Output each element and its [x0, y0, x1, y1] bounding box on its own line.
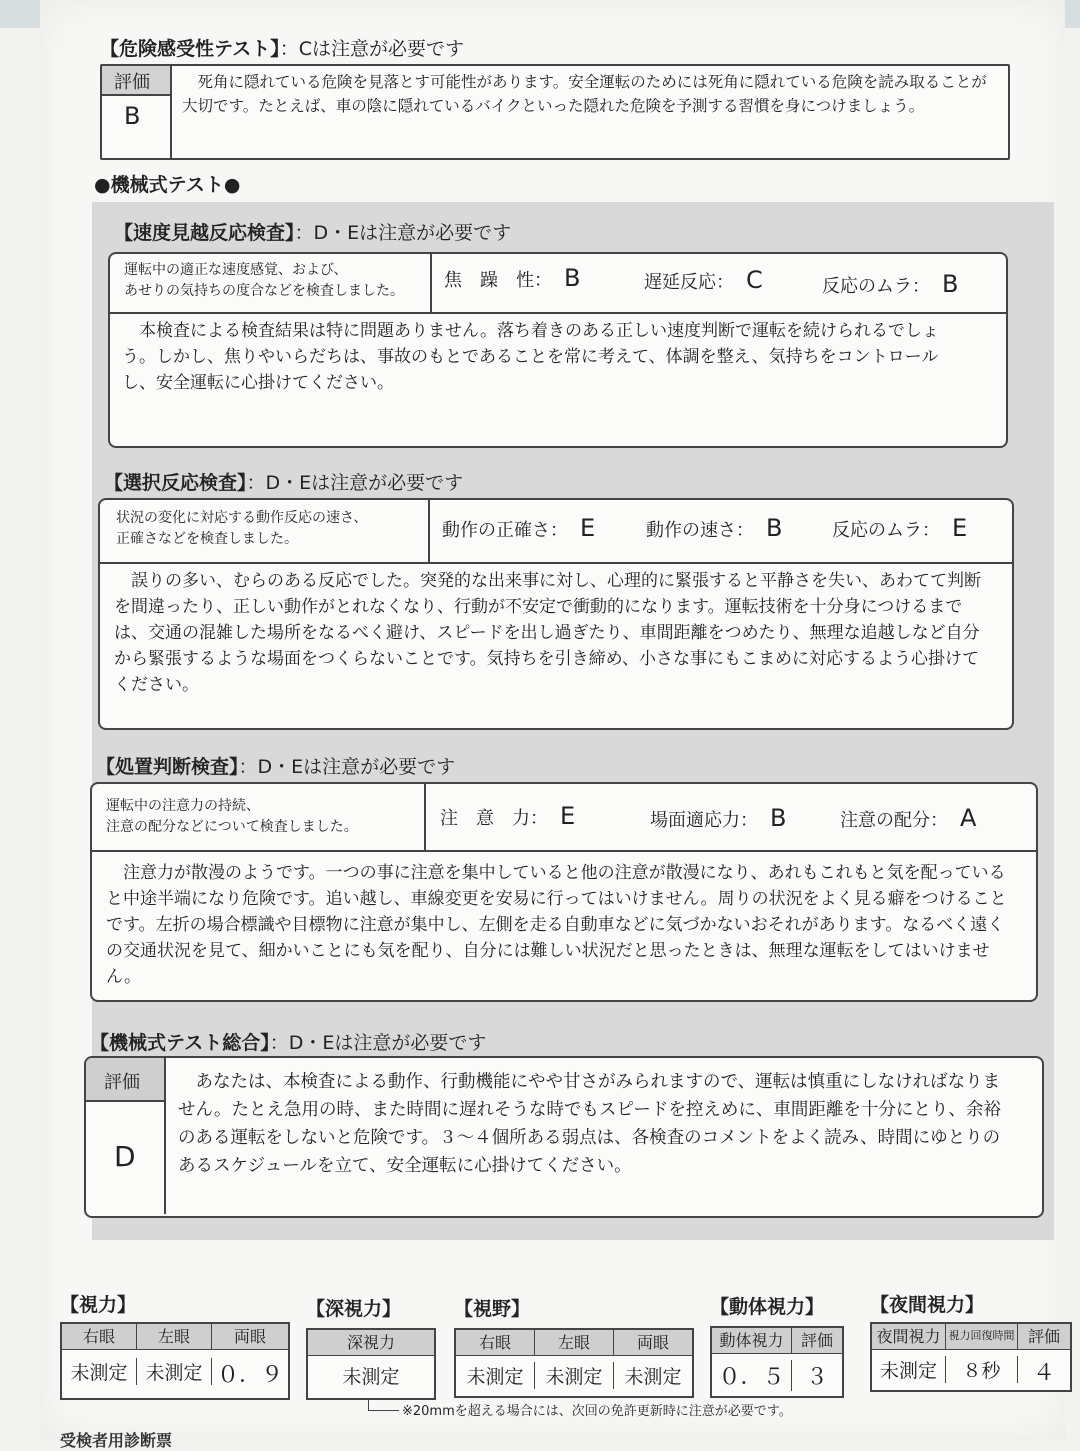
judgment-metric-1: 注 意 力： E	[440, 802, 576, 830]
hazard-heading: 【危険感受性テスト】：Cは注意が必要です	[100, 38, 465, 60]
vision-title: 【視力】	[60, 1294, 137, 1316]
field-h-both: 両眼	[614, 1330, 692, 1356]
choice-metric-2: 動作の速さ： B	[646, 514, 783, 542]
night-v-grade: ４	[1032, 1361, 1055, 1386]
field-v-both: 未測定	[624, 1366, 682, 1388]
mechanical-title: ●機械式テスト●	[94, 174, 241, 196]
speed-text: 本検査による検査結果は特に問題ありません。落ち着きのある正しい速度判断で運転を続けられるでしょう。しかし、焦りやいらだちは、事故のもとであることを常に考えて、体調を整え、気持ちをコントロールし、安全運転に心掛けてください。	[122, 321, 939, 393]
dynamic-h-grade: 評価	[792, 1328, 842, 1354]
overall-grade: D	[114, 1140, 136, 1173]
judgment-desc: 運転中の注意力の持続、 注意の配分などについて検査しました。	[106, 798, 358, 835]
depth-table	[306, 1328, 436, 1400]
choice-heading: 【選択反応検査】：D・Eは注意が必要です	[104, 472, 464, 494]
night-h-grade: 評価	[1018, 1324, 1070, 1350]
depth-connector	[368, 1398, 399, 1411]
vision-v-left: 未測定	[137, 1358, 212, 1385]
field-title: 【視野】	[454, 1298, 531, 1320]
speed-metric-3: 反応のムラ： B	[822, 270, 959, 298]
overall-heading: 【機械式テスト総合】：D・Eは注意が必要です	[90, 1032, 487, 1054]
dynamic-table	[710, 1326, 844, 1398]
vision-table	[60, 1322, 290, 1400]
night-title: 【夜間視力】	[870, 1294, 985, 1316]
speed-desc: 運転中の適正な速度感覚、および、 あせりの気持ちの度合などを検査しました。	[124, 262, 404, 299]
night-table	[870, 1322, 1072, 1392]
dynamic-title: 【動体視力】	[710, 1296, 825, 1318]
hazard-grade: B	[124, 102, 141, 130]
choice-text: 誤りの多い、むらのある反応でした。突発的な出来事に対し、心理的に緊張すると平静さを失い、あわてて判断を間違ったり、正しい動作がとれなくなり、行動が不安定で衝動的になります。運転技術を十分身につけるまでは、交通の混雑した場所をなるべく避け、スピードを出し過ぎたり、車間距離をつめたり、無理な追越しなど自分から緊張するような場面をつくらないことです。気持ちを引き締め、小さな事にもこまめに対応するよう心掛けてください。	[114, 571, 981, 695]
judgment-metric-3: 注意の配分： A	[840, 804, 977, 832]
field-v-right: 未測定	[456, 1362, 535, 1389]
field-table	[454, 1328, 694, 1398]
dynamic-v-grade: ３	[805, 1365, 828, 1390]
hazard-label: 評価	[114, 72, 150, 93]
vision-v-both: ０．９	[216, 1363, 283, 1388]
vision-h-right: 右眼	[62, 1324, 137, 1350]
depth-v: 未測定	[342, 1366, 400, 1388]
choice-desc: 状況の変化に対応する動作反応の速さ、 正確さなどを検査しました。	[116, 510, 368, 547]
depth-title: 【深視力】	[306, 1298, 402, 1320]
vision-v-right: 未測定	[62, 1358, 137, 1385]
hazard-text: 死角に隠れている危険を見落とす可能性があります。安全運転のためには死角に隠れている危険を読み取ることが大切です。たとえば、車の陰に隠れているバイクといった隠れた危険を予測する習慣を身につけましょう。	[182, 73, 987, 115]
vision-h-left: 左眼	[137, 1324, 212, 1350]
night-h-recovery: 視力回復時間	[946, 1324, 1018, 1350]
night-v-recovery: ８秒	[946, 1356, 1018, 1383]
overall-text: あなたは、本検査による動作、行動機能にやや甘さがみられますので、運転は慎重にしなければなりません。たとえ急用の時、また時間に遅れそうな時でもスピードを控えめに、車間距離を十分にとり、余裕のある運転をしないと危険です。３～４個所ある弱点は、各検査のコメントをよく読み、時間にゆとりのあるスケジュールを立て、安全運転に心掛けてください。	[178, 1072, 1001, 1176]
depth-h: 深視力	[308, 1330, 434, 1356]
overall-label: 評価	[104, 1072, 140, 1093]
vision-h-both: 両眼	[212, 1324, 288, 1350]
field-h-right: 右眼	[456, 1330, 535, 1356]
choice-metric-3: 反応のムラ： E	[832, 514, 968, 542]
speed-heading: 【速度見越反応検査】：D・Eは注意が必要です	[114, 222, 512, 244]
judgment-heading: 【処置判断検査】：D・Eは注意が必要です	[96, 756, 456, 778]
field-h-left: 左眼	[535, 1330, 614, 1356]
speed-metric-2: 遅延反応： C	[644, 266, 763, 294]
depth-footnote: ※20mmを超える場合には、次回の免許更新時に注意が必要です。	[402, 1404, 792, 1419]
dynamic-v-value: ０．５	[712, 1360, 792, 1391]
speed-metric-1: 焦 躁 性： B	[444, 264, 581, 292]
night-v-value: 未測定	[872, 1356, 946, 1383]
choice-metric-1: 動作の正確さ： E	[442, 514, 596, 542]
bottom-cut-text: 受検者用診断票	[60, 1431, 173, 1450]
judgment-metric-2: 場面適応力： B	[650, 804, 787, 832]
field-v-left: 未測定	[535, 1362, 614, 1389]
dynamic-h-value: 動体視力	[712, 1328, 792, 1354]
judgment-text: 注意力が散漫のようです。一つの事に注意を集中していると他の注意が散漫になり、あれもこれもと気を配っていると中途半端になり危険です。追い越し、車線変更を安易に行ってはいけません。周りの状況をよく見る癖をつけることです。左折の場合標識や目標物に注意が集中し、左側を走る自動車などに気づかないおそれがあります。なるべく遠くの交通状況を見て、細かいことにも気を配り、自分には難しい状況だと思ったときは、無理な運転をしてはいけません。	[106, 863, 1007, 987]
night-h-value: 夜間視力	[872, 1324, 946, 1350]
